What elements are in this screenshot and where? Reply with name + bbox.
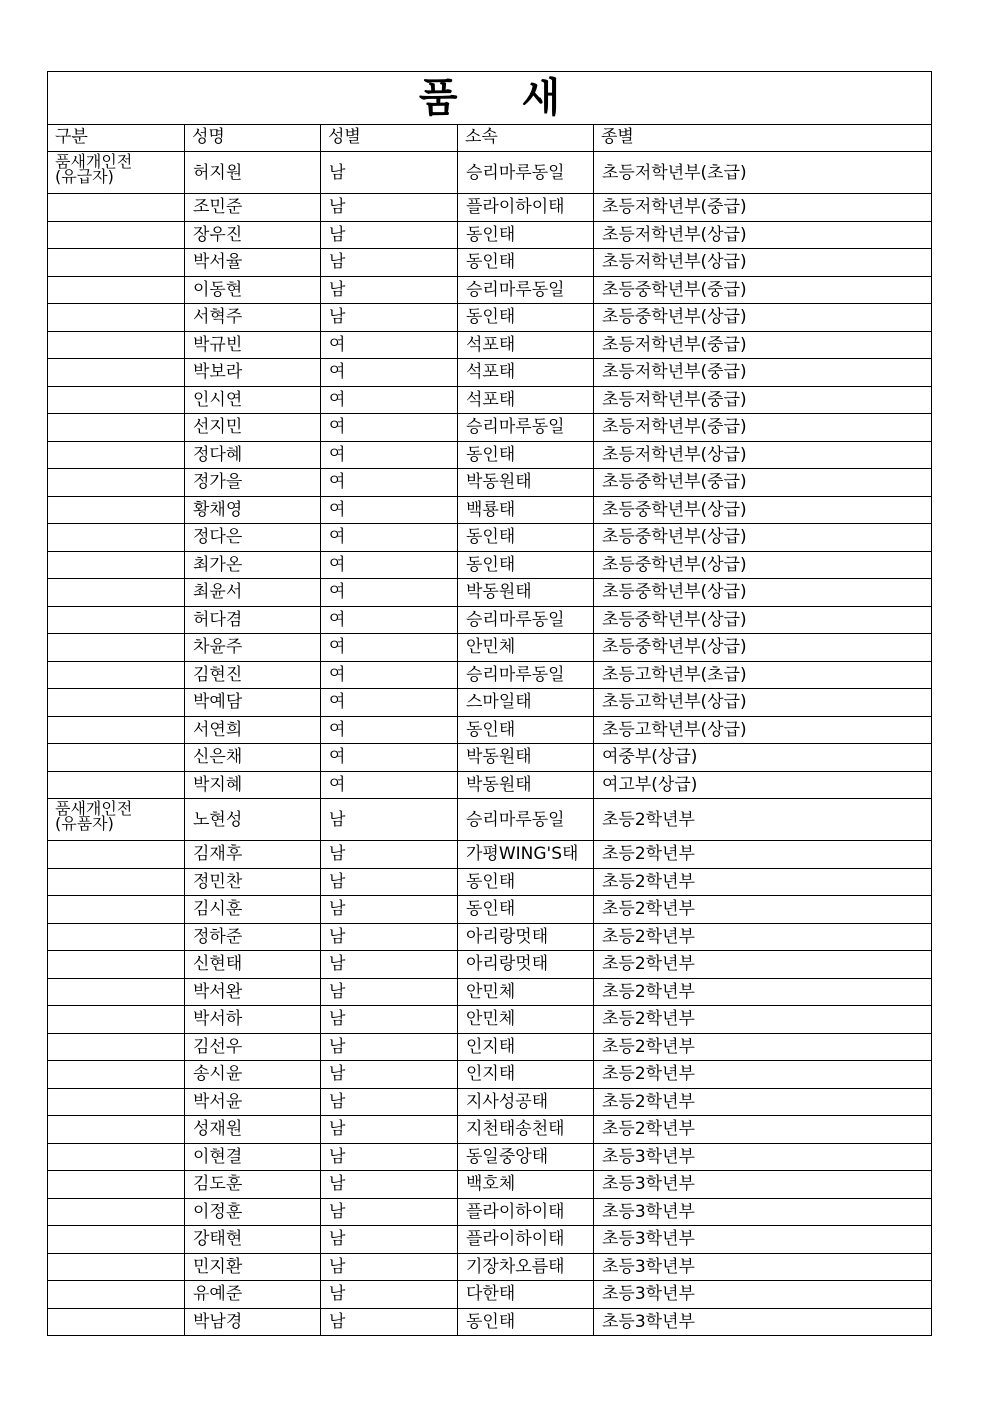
division-cell: 초등2학년부 [594,868,932,896]
club-cell: 안민체 [458,1006,594,1034]
gender-cell: 남 [321,276,458,304]
table-row [48,951,932,979]
division-cell: 초등2학년부 [594,1033,932,1061]
gender-cell: 여 [321,414,458,442]
category-cell [48,414,185,442]
name-cell: 정민찬 [185,868,321,896]
poomsae-roster-table [47,71,932,1336]
name-cell: 허지원 [185,152,321,194]
gender-cell: 여 [321,606,458,634]
division-cell: 초등2학년부 [594,896,932,924]
name-cell: 송시윤 [185,1061,321,1089]
name-cell: 박예담 [185,689,321,717]
gender-cell: 남 [321,194,458,222]
club-cell: 석포태 [458,331,594,359]
category-cell [48,579,185,607]
club-cell: 동인태 [458,304,594,332]
table-row [48,551,932,579]
category-cell [48,1281,185,1309]
gender-cell: 여 [321,716,458,744]
name-cell: 정다혜 [185,441,321,469]
name-cell: 강태현 [185,1226,321,1254]
division-cell: 초등저학년부(중급) [594,386,932,414]
category-cell [48,496,185,524]
club-cell: 스마일태 [458,689,594,717]
table-row [48,1033,932,1061]
category-cell [48,896,185,924]
table-row [48,744,932,772]
division-cell: 여중부(상급) [594,744,932,772]
gender-cell: 남 [321,868,458,896]
table-row [48,1226,932,1254]
gender-cell: 여 [321,744,458,772]
category-cell [48,1308,185,1336]
gender-cell: 여 [321,634,458,662]
category-cell [48,221,185,249]
division-cell: 초등2학년부 [594,1061,932,1089]
name-cell: 유예준 [185,1281,321,1309]
table-row [48,441,932,469]
category-cell [48,469,185,497]
gender-cell: 남 [321,1253,458,1281]
table-row [48,1143,932,1171]
category-line: 품새개인전 [55,799,133,818]
category-line: 품새개인전 [55,152,133,171]
category-cell [48,841,185,869]
category-cell [48,276,185,304]
name-cell: 이동현 [185,276,321,304]
sheet-title-text: 품 새 [418,75,561,121]
table-row [48,414,932,442]
club-cell: 박동원태 [458,744,594,772]
club-cell: 지천태송천태 [458,1116,594,1144]
club-cell: 인지태 [458,1061,594,1089]
gender-cell: 남 [321,1061,458,1089]
club-cell: 박동원태 [458,469,594,497]
table-row [48,386,932,414]
division-cell: 초등중학년부(상급) [594,496,932,524]
name-cell: 김현진 [185,661,321,689]
table-row [48,634,932,662]
division-cell: 초등2학년부 [594,1116,932,1144]
header-category: 구분 [48,125,185,152]
gender-cell: 남 [321,978,458,1006]
club-cell: 승리마루동일 [458,606,594,634]
table-row [48,1116,932,1144]
division-cell: 초등2학년부 [594,841,932,869]
table-row [48,771,932,799]
table-row [48,896,932,924]
club-cell: 플라이하이태 [458,1198,594,1226]
club-cell: 기장차오름태 [458,1253,594,1281]
category-cell [48,304,185,332]
table-row [48,799,932,841]
table-row [48,1308,932,1336]
header-row [48,125,932,152]
club-cell: 지사성공태 [458,1088,594,1116]
header-name: 성명 [185,125,321,152]
table-row [48,1171,932,1199]
division-cell: 초등3학년부 [594,1281,932,1309]
table-row [48,1061,932,1089]
club-cell: 승리마루동일 [458,276,594,304]
name-cell: 인시연 [185,386,321,414]
gender-cell: 남 [321,249,458,277]
division-cell: 초등저학년부(중급) [594,331,932,359]
club-cell: 안민체 [458,978,594,1006]
division-cell: 여고부(상급) [594,771,932,799]
gender-cell: 남 [321,1006,458,1034]
name-cell: 조민준 [185,194,321,222]
table-row [48,304,932,332]
name-cell: 박서하 [185,1006,321,1034]
club-cell: 동인태 [458,716,594,744]
gender-cell: 여 [321,441,458,469]
division-cell: 초등중학년부(상급) [594,606,932,634]
category-cell [48,606,185,634]
club-cell: 백룡태 [458,496,594,524]
division-cell: 초등3학년부 [594,1198,932,1226]
table-row [48,359,932,387]
category-cell [48,1088,185,1116]
table-row [48,579,932,607]
club-cell: 동인태 [458,221,594,249]
club-cell: 동인태 [458,441,594,469]
gender-cell: 여 [321,689,458,717]
division-cell: 초등중학년부(상급) [594,579,932,607]
name-cell: 박서율 [185,249,321,277]
category-cell [48,249,185,277]
category-cell [48,1033,185,1061]
club-cell: 동인태 [458,551,594,579]
division-cell: 초등저학년부(상급) [594,249,932,277]
gender-cell: 남 [321,1171,458,1199]
division-cell: 초등중학년부(중급) [594,276,932,304]
club-cell: 승리마루동일 [458,152,594,194]
table-row [48,1198,932,1226]
name-cell: 박서완 [185,978,321,1006]
gender-cell: 여 [321,551,458,579]
category-cell [48,1171,185,1199]
table-row [48,469,932,497]
division-cell: 초등중학년부(상급) [594,551,932,579]
table-row [48,496,932,524]
category-cell [48,331,185,359]
category-cell [48,359,185,387]
category-cell [48,689,185,717]
name-cell: 서혁주 [185,304,321,332]
gender-cell: 남 [321,304,458,332]
gender-cell: 여 [321,579,458,607]
club-cell: 승리마루동일 [458,414,594,442]
name-cell: 박보라 [185,359,321,387]
category-cell [48,441,185,469]
gender-cell: 남 [321,1143,458,1171]
table-row [48,276,932,304]
category-cell [48,799,185,841]
name-cell: 이정훈 [185,1198,321,1226]
club-cell: 동인태 [458,524,594,552]
gender-cell: 여 [321,331,458,359]
club-cell: 아리랑멋태 [458,923,594,951]
division-cell: 초등저학년부(중급) [594,194,932,222]
division-cell: 초등2학년부 [594,923,932,951]
club-cell: 동인태 [458,868,594,896]
club-cell: 동인태 [458,1308,594,1336]
gender-cell: 남 [321,1281,458,1309]
table-row [48,868,932,896]
category-cell [48,1006,185,1034]
category-cell [48,1253,185,1281]
division-cell: 초등2학년부 [594,1006,932,1034]
division-cell: 초등3학년부 [594,1171,932,1199]
name-cell: 노현성 [185,799,321,841]
division-cell: 초등3학년부 [594,1143,932,1171]
table-row [48,923,932,951]
gender-cell: 남 [321,799,458,841]
division-cell: 초등저학년부(상급) [594,221,932,249]
club-cell: 다한태 [458,1281,594,1309]
table-row [48,524,932,552]
division-cell: 초등중학년부(상급) [594,634,932,662]
division-cell: 초등중학년부(중급) [594,469,932,497]
gender-cell: 남 [321,1198,458,1226]
gender-cell: 여 [321,661,458,689]
division-cell: 초등3학년부 [594,1226,932,1254]
category-cell [48,1061,185,1089]
table-row [48,1088,932,1116]
name-cell: 박규빈 [185,331,321,359]
gender-cell: 여 [321,386,458,414]
name-cell: 선지민 [185,414,321,442]
division-cell: 초등2학년부 [594,978,932,1006]
club-cell: 안민체 [458,634,594,662]
name-cell: 정하준 [185,923,321,951]
club-cell: 승리마루동일 [458,661,594,689]
header-division: 종별 [594,125,932,152]
gender-cell: 남 [321,1088,458,1116]
name-cell: 민지환 [185,1253,321,1281]
club-cell: 동인태 [458,896,594,924]
division-cell: 초등저학년부(초급) [594,152,932,194]
table-row [48,1006,932,1034]
category-cell [48,1116,185,1144]
table-row [48,249,932,277]
division-cell: 초등3학년부 [594,1308,932,1336]
name-cell: 최가온 [185,551,321,579]
name-cell: 성재원 [185,1116,321,1144]
name-cell: 박남경 [185,1308,321,1336]
name-cell: 김도훈 [185,1171,321,1199]
table-row [48,841,932,869]
table-row [48,661,932,689]
name-cell: 이현결 [185,1143,321,1171]
gender-cell: 남 [321,951,458,979]
gender-cell: 남 [321,221,458,249]
division-cell: 초등저학년부(중급) [594,414,932,442]
name-cell: 신현태 [185,951,321,979]
table-row [48,221,932,249]
category-cell [48,951,185,979]
category-line: (유품자) [55,814,114,833]
category-cell [48,744,185,772]
club-cell: 동일중앙태 [458,1143,594,1171]
title-row [48,72,932,125]
division-cell: 초등고학년부(초급) [594,661,932,689]
table-row [48,1281,932,1309]
club-cell: 백호체 [458,1171,594,1199]
category-cell [48,386,185,414]
table-row [48,978,932,1006]
gender-cell: 여 [321,496,458,524]
gender-cell: 여 [321,771,458,799]
division-cell: 초등중학년부(상급) [594,524,932,552]
club-cell: 플라이하이태 [458,1226,594,1254]
table-row [48,716,932,744]
category-cell [48,1226,185,1254]
name-cell: 김선우 [185,1033,321,1061]
division-cell: 초등저학년부(중급) [594,359,932,387]
gender-cell: 남 [321,923,458,951]
category-cell [48,716,185,744]
club-cell: 인지태 [458,1033,594,1061]
club-cell: 박동원태 [458,771,594,799]
gender-cell: 남 [321,1308,458,1336]
club-cell: 아리랑멋태 [458,951,594,979]
gender-cell: 남 [321,1226,458,1254]
name-cell: 김시훈 [185,896,321,924]
category-cell [48,978,185,1006]
division-cell: 초등고학년부(상급) [594,689,932,717]
table-row [48,1253,932,1281]
gender-cell: 남 [321,1033,458,1061]
gender-cell: 남 [321,841,458,869]
sheet-title [48,72,932,125]
club-cell: 박동원태 [458,579,594,607]
category-cell [48,1198,185,1226]
club-cell: 석포태 [458,359,594,387]
club-cell: 승리마루동일 [458,799,594,841]
category-cell [48,551,185,579]
name-cell: 황채영 [185,496,321,524]
header-club: 소속 [458,125,594,152]
name-cell: 차윤주 [185,634,321,662]
name-cell: 박서윤 [185,1088,321,1116]
name-cell: 박지혜 [185,771,321,799]
table-row [48,152,932,194]
category-cell [48,194,185,222]
division-cell: 초등중학년부(상급) [594,304,932,332]
gender-cell: 남 [321,896,458,924]
category-cell [48,152,185,194]
gender-cell: 여 [321,359,458,387]
table-row [48,689,932,717]
division-cell: 초등2학년부 [594,1088,932,1116]
name-cell: 신은채 [185,744,321,772]
name-cell: 김재후 [185,841,321,869]
category-line: (유급자) [55,167,114,186]
category-cell [48,771,185,799]
club-cell: 가평WING'S태 [458,841,594,869]
club-cell: 플라이하이태 [458,194,594,222]
club-cell: 동인태 [458,249,594,277]
gender-cell: 남 [321,152,458,194]
gender-cell: 여 [321,524,458,552]
division-cell: 초등3학년부 [594,1253,932,1281]
club-cell: 석포태 [458,386,594,414]
table-row [48,606,932,634]
name-cell: 장우진 [185,221,321,249]
gender-cell: 여 [321,469,458,497]
gender-cell: 남 [321,1116,458,1144]
division-cell: 초등2학년부 [594,951,932,979]
category-cell [48,634,185,662]
category-cell [48,923,185,951]
division-cell: 초등고학년부(상급) [594,716,932,744]
category-cell [48,868,185,896]
category-cell [48,661,185,689]
division-cell: 초등2학년부 [594,799,932,841]
name-cell: 정다은 [185,524,321,552]
category-cell [48,1143,185,1171]
name-cell: 정가을 [185,469,321,497]
table-row [48,194,932,222]
division-cell: 초등저학년부(상급) [594,441,932,469]
header-gender: 성별 [321,125,458,152]
table-row [48,331,932,359]
category-cell [48,524,185,552]
name-cell: 최윤서 [185,579,321,607]
name-cell: 허다겸 [185,606,321,634]
name-cell: 서연희 [185,716,321,744]
